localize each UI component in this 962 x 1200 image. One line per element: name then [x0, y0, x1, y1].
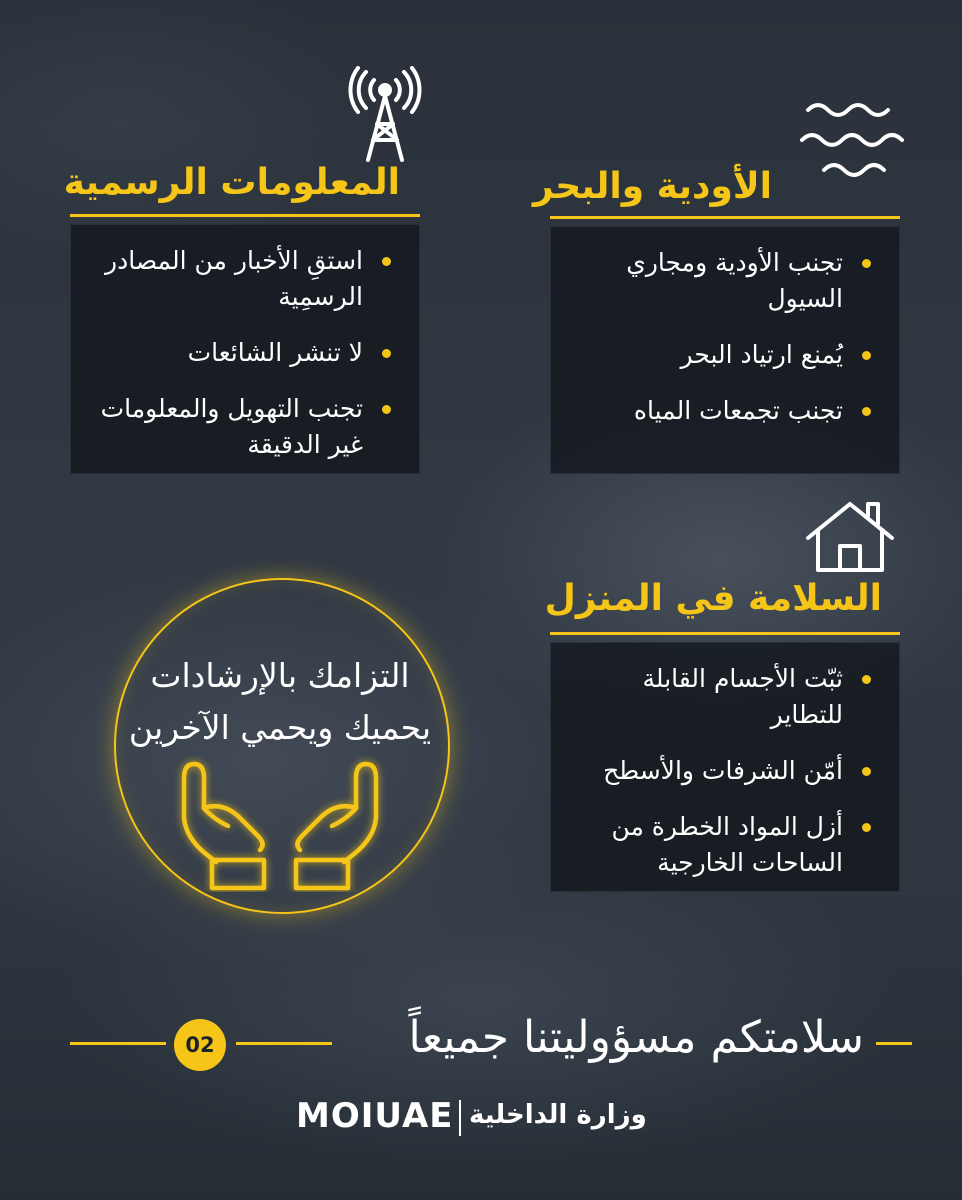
brand-logo-en: MOIUAE	[296, 1096, 454, 1136]
bullet-dot	[862, 823, 871, 832]
list-item: ثبّت الأجسام القابلة للتطاير	[567, 661, 877, 733]
bullet-dot	[382, 405, 391, 414]
slogan-line-2: يحميك ويحمي الآخرين	[128, 708, 432, 747]
home-safety-title: السلامة في المنزل	[544, 578, 882, 619]
list-item: استقِ الأخبار من المصادر الرسمِية	[87, 243, 397, 315]
footer-rule-left	[70, 1042, 166, 1045]
home-safety-list	[550, 642, 900, 892]
slogan-line-1: التزامك بالإرشادات	[150, 656, 410, 695]
official-info-title: المعلومات الرسمية	[63, 162, 400, 203]
list-item: لا تنشر الشائعات	[87, 335, 397, 371]
official-info-rule	[70, 214, 420, 217]
valleys-sea-rule	[550, 216, 900, 219]
bullet-dot	[382, 257, 391, 266]
radio-tower-icon	[348, 66, 422, 164]
bullet-dot	[862, 351, 871, 360]
bullet-dot	[862, 407, 871, 416]
official-info-list	[70, 224, 420, 474]
footer-rule-middle	[236, 1042, 332, 1045]
list-item: تجنب تجمعات المياه	[567, 393, 877, 429]
waves-icon	[800, 96, 904, 182]
bullet-dot	[862, 675, 871, 684]
footer-title: سلامتكم مسؤوليتنا جميعاً	[408, 1012, 864, 1063]
footer-rule-right	[876, 1042, 912, 1045]
page-number-badge: 02	[174, 1019, 226, 1071]
valleys-sea-title: الأودية والبحر	[532, 166, 772, 207]
home-safety-rule	[550, 632, 900, 635]
bullet-dot	[862, 767, 871, 776]
list-item: يُمنع ارتياد البحر	[567, 337, 877, 373]
list-item: تجنب التهويل والمعلومات غير الدقيقة	[87, 391, 397, 463]
brand-divider	[459, 1100, 461, 1136]
house-icon	[804, 500, 896, 574]
brand-logo-ar: وزارة الداخلية	[469, 1100, 647, 1130]
list-item: أمّن الشرفات والأسطح	[567, 753, 877, 789]
valleys-sea-list	[550, 226, 900, 474]
bullet-dot	[382, 349, 391, 358]
list-item: أزل المواد الخطرة من الساحات الخارجية	[567, 809, 877, 881]
bullet-dot	[862, 259, 871, 268]
list-item: تجنب الأودية ومجاري السيول	[567, 245, 877, 317]
caring-hands-icon	[172, 756, 388, 892]
